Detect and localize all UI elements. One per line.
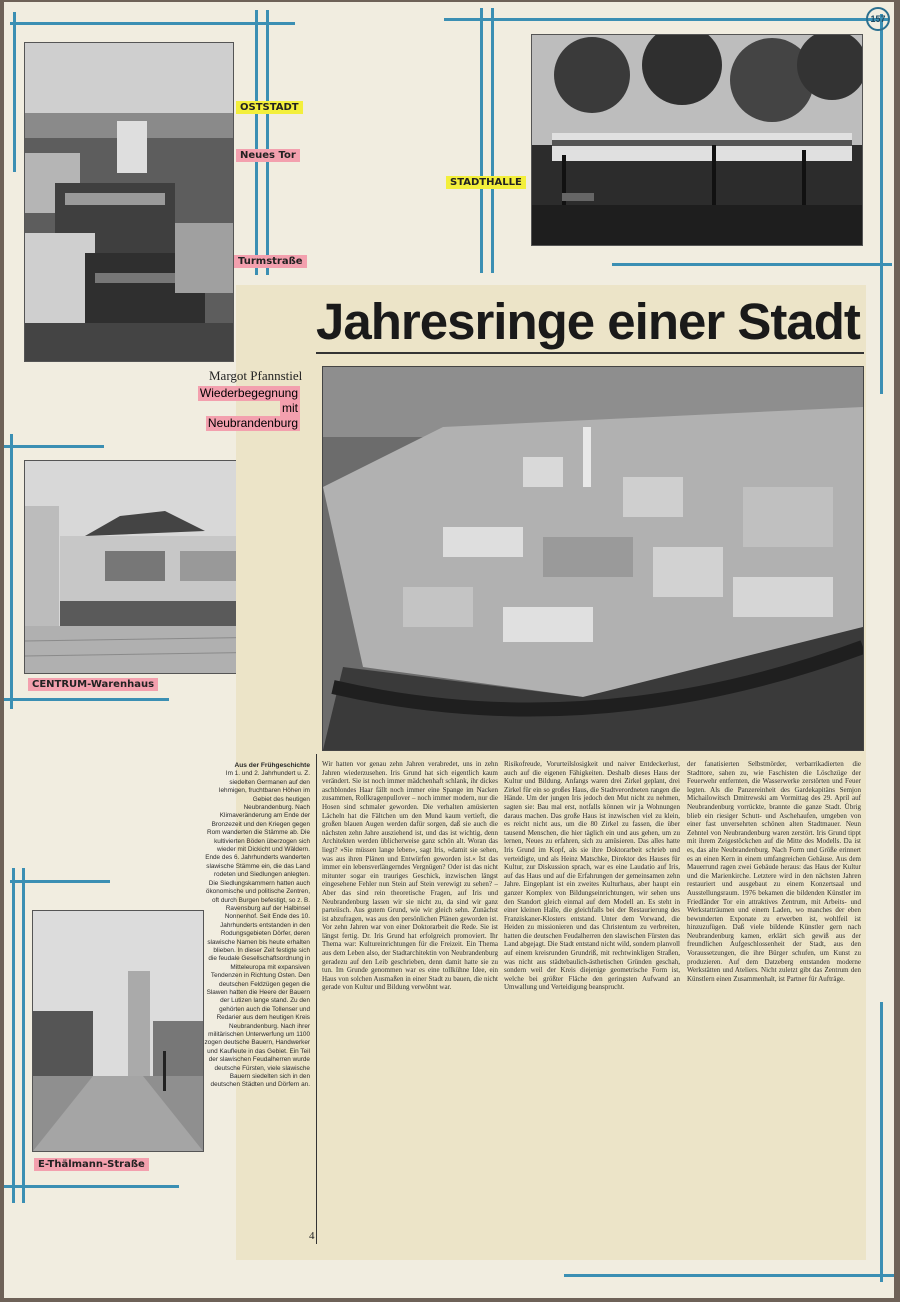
sidebar-text: Im 1. und 2. Jahrhundert u. Z. siedelten Germanen auf den lehmigen, fruchtbaren Höhen im Gebiet des heutigen Neubrandenburg. Nach Klimaveränderung am Ende der Bronzezeit und den Kriegen gegen Rom wanderten die Stämme ab. Die kultivierten Böden überzogen sich wieder mit Dickicht und Wäldern. Ende des 6. Jahrhunderts wanderten slawische Stämme ein, die das Land rodeten und Siedlungen anlegten. Die Siedlungskammern hatten auch ökonomische und politische Zentren, oft durch Burgen befestigt, so z. B. Ravensburg auf der Halbinsel Nonnenhof. Seit Ende des 10. Jahrhunderts entstanden in den Rodungsgebieten Dörfer, deren slawische Namen bis heute erhalten blieben. In dieser Zeit festigte sich die feudale Gesellschaftsordnung in Mitteleuropa mit expansiven Tendenzen in Richtung Osten. Den deutschen Feldzügen gegen die Slawen hatten die Heere der Bauern der Lutizen lange stand. Zu den gehörten auch die Tollenser und Redarier aus dem heutigen Kreis Neubrandenburg. Nach ihrer militärischen Unterwerfung um 1100 zogen deutsche Bauern, Handwerker und Kaufleute in das Gebiet. Ein Teil der slawischen Feudalherren wurde deutsche Fürsten, viele slawische Bauern siedelten sich in den deutschen Städten und Dörfern an. xyxy=(204,770,310,1089)
kicker-line: mit xyxy=(282,401,298,415)
crop-line xyxy=(10,22,295,25)
page-marker: 4 xyxy=(309,1230,315,1242)
article-headline: Jahresringe einer Stadt xyxy=(316,293,860,350)
photo-thaelmann-strasse xyxy=(32,910,204,1152)
crop-line xyxy=(491,8,494,273)
crop-line xyxy=(13,12,16,172)
photo-stadthalle xyxy=(531,34,863,246)
scrapbook-page xyxy=(4,2,894,1298)
article-column-3: der fanatisierten Selbstmörder, verbarrikadierten die Stadttore, sahen zu, wie Faschisten die Löschzüge der Feuerwehr entfernten, die Wasserwerke zerstörten und Feuer legten. Als die Panzereinheit des Gardekapitäns Semjon Michailowitsch Dmitrewski am Vormittag des 29. April auf Neubrandenburg vorrückte, brannte die ganze Stadt. Übrig blieb ein riesiger Schutt- und Aschehaufen, umgeben von einer fast unversehrten schönen alten Stadtmauer. Neun Zehntel von Neubrandenburg waren zerstört. Iris Grund tippt mit ihrem Zeigestöckchen auf die Mitte des Modells. Da ist es, das alte Neubrandenburg. Nach Form und Größe erinnert es an einen Kern in einem umfangreichen Gehäuse. Aus dem Mauerrund ragen zwei Gebäude heraus: das Haus der Kultur und die Marienkirche. Letztere wird in den nächsten Jahren restauriert und ausgebaut zu einem Konzertsaal und Ausstellungsraum. 1976 bekamen die bildenden Künstler im Friedländer Tor ein attraktives Zentrum, mit Arbeits- und Werkstatträumen und einem Laden, wo manches der eben bewunderten Exponate zu erwerben ist, wohlfeil ist hinzuzufügen. Daß viele bildende Künstler gern nach Neubrandenburg kamen, erklärt sich gewiß aus der freundlichen Aufgeschlossenheit der Stadt, aus den Voraussetzungen, die ihre Bürger schufen, um Kunst zu produzieren. Auf dem Datzeberg entstanden moderne Werkstätten und Ateliers. Nicht zuletzt gibt das Zentrum den Künstlern einen Zusammenhalt, ist Partner für Aufträge. xyxy=(687,760,861,983)
kicker-line: Wiederbegegnung xyxy=(199,386,298,400)
photo-oststadt xyxy=(24,42,234,362)
headline-rule xyxy=(316,352,864,354)
crop-line xyxy=(4,1185,179,1188)
label-thaelmann: E-Thälmann-Straße xyxy=(34,1158,149,1171)
article-author: Margot Pfannstiel xyxy=(209,368,303,383)
label-centrum: CENTRUM-Warenhaus xyxy=(28,678,158,691)
crop-line xyxy=(12,868,15,1203)
crop-line xyxy=(480,8,483,273)
crop-line xyxy=(266,10,269,275)
crop-line xyxy=(444,18,889,21)
crop-line xyxy=(22,868,25,1203)
label-stadthalle: STADTHALLE xyxy=(446,176,526,189)
article-sidebar xyxy=(204,762,310,1194)
crop-line xyxy=(880,14,883,394)
label-turmstrasse: Turmstraße xyxy=(234,255,307,268)
crop-line xyxy=(612,263,892,266)
crop-line xyxy=(10,434,13,709)
crop-line xyxy=(255,10,258,275)
column-rule xyxy=(316,754,317,1244)
article-kicker xyxy=(198,386,300,431)
crop-line xyxy=(4,698,169,701)
crop-line xyxy=(4,445,104,448)
page-number: 157 xyxy=(866,7,890,31)
kicker-line: Neubrandenburg xyxy=(207,416,298,430)
aerial-photo xyxy=(322,366,864,751)
label-neues-tor: Neues Tor xyxy=(236,149,300,162)
crop-line xyxy=(880,1002,883,1282)
crop-line xyxy=(564,1274,894,1277)
label-oststadt: OSTSTADT xyxy=(236,101,303,114)
crop-line xyxy=(10,880,110,883)
article-column-1: Wir hatten vor genau zehn Jahren verabredet, uns in zehn Jahren wiederzusehen. Iris Grund hat sich eigentlich kaum verändert. Sie ist noch immer mädchenhaft schlank, ihr dickes aschblondes Haar fällt noch immer eine Spange im Nacken zusammen, Rollkragenpullover – noch immer modern, nur die Hosen sind schmaler geworden. Die verhalten amüsierten Lächeln hat die Fältchen um den Mund kaum vertieft, die großen blauen Augen werden dafür sorgen, daß sie auch die nächsten zehn Jahre ausziehend ist, und das ist wichtig, denn Architekten werden üblicherweise ganz schön alt. Woran das liegt? »Sie müssen lange leben«, sagt Iris, »damit sie sehen, was aus ihren Plänen und Entwürfen geworden ist.« Ist das immer ein lebensverlängerndes Vergnügen? Oder ist das nicht mitunter sogar ein trauriges Geschick, inzwischen längst eingesehene Fehler nun Stein auf Stein verewigt zu sehen? – Aber das sind rein theoretische Fragen, auf Iris und Neubrandenburg lassen wir sie nicht zu, da sind wir ganz parteiisch. Aus gutem Grund, wie wir gleich sehn. Zunächst ist abzufragen, was aus den persönlichen Plänen geworden ist. Vor zehn Jahren war von einer Doktorarbeit die Rede. Sie ist längst fertig. Dr. Iris Grund hat erfolgreich promoviert. Ihr Thema war: Kultureinrichtungen für die Freizeit. Ein Thema aus dem Leben also, der Stadtarchitektin von Neubrandenburg geradezu auf den Leib geschrieben, denn damit hatte sie zu tun. Im Grunde genommen war es eine tollkühne Idee, ein Haus von solchen Ausmaßen in einer Stadt zu bauen, die nicht gerade von Kultur und Bildung verwöhnt war. xyxy=(322,760,498,992)
article-column-2: Risikofreude, Vorurteilslosigkeit und naiver Entdeckerlust, auch auf die eigenen Fähigkeiten. Deshalb dieses Haus der Kultur und Bildung. Anfangs waren drei Zirkel geplant, drei Zirkel für ein so großes Haus, die Stadtverordneten rangen die Hände. Um der jungen Iris jedoch den Mut nicht zu nehmen, sagten sie: Bau mal erst, notfalls können wir ja Wohnungen daraus machen. Das große Haus ist inzwischen viel zu klein, es reicht nicht aus, um die 80 Zirkel zu fassen, die über tausend Menschen, die hier täglich ein und aus gehen, um zu lernen, Neues zu erfahren, sich zu amüsieren. Das alles hatte Iris Grund im Kopf, als sie ihre Doktorarbeit schrieb und verteidigte, und als Heinz Matschke, Direktor des Hauses für Kultur, zur Diskussion sprach, war es eine Laudatio auf Iris, auf das Haus und auf die Erfahrungen der gemeinsamen zehn Jahre. Eingeplant ist ein zweites Kulturhaus, aber haupt ein ganzer Komplex von Bildungseinrichtungen, wir sehen uns den Standort gleich einmal auf dem Modell an. Es steht in einer kleinen Halle, die gleichfalls bei der Restaurierung des Franziskaner-Klosters entstand. Unter dem Vorwand, die Heiden zu missionieren und das Christentum zu verbreiten, hatten die deutschen Feudalherren den slawischen Fürsten das Land abgejagt. Die Stadt entstand nicht wild, sondern planvoll auf einem kreisrunden Grundriß, mit rechtwinkligen Straßen, was nicht aus städtebaulich-ästhetischen Gründen geschah, sondern weil der Kreis diejenige geometrische Form ist, welche bei größter Fläche den geringsten Aufwand an Umwallung und Verteidigung beansprucht. xyxy=(504,760,680,992)
sidebar-title: Aus der Frühgeschichte xyxy=(234,762,310,769)
